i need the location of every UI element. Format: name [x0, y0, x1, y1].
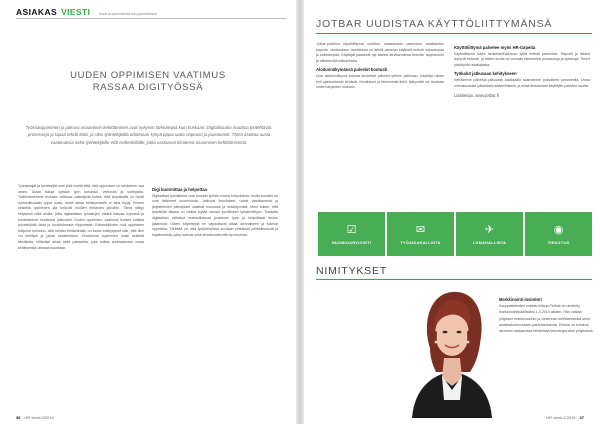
tile-tyoaikahallinta — [387, 212, 454, 256]
kicker-viesti: VIESTI — [61, 7, 91, 17]
article-lead: Työssäoppiminen ja jatkuva osaamisen kehittäminen ovat nykyisin tärkeämpiä kuin koskaan. Digitalisaatio muuttaa työtehtäviä, prosesseja ja tapaa tehdä töitä, ja siksi työntekijöiltä odotetaan kykyä oppia uutta nopeasti ja joustavasti. Tämä asettaa uusia vaatimuksia sekä työntekijöille että esihenkilöille, jotka vastaavat tiimiensä osaamisen kehittämisestä. — [25, 125, 273, 145]
portrait-photo — [404, 282, 500, 418]
article-title — [0, 70, 296, 94]
column-body: Kehitämme palvelua jatkuvasti asiakkailta saamamme palautteen perusteella. Uusia ominaisuuksia julkaistaan säännöllisesti, ja niistä tiedotetaan käyttäjille palvelun kautta. — [454, 77, 590, 88]
earring — [467, 341, 470, 344]
appointments-rule — [316, 279, 592, 280]
column-subheading: Käyttöliittymä palvelee myös HR-tarpeita — [454, 45, 536, 50]
column-body: Uusi aloitusnäkymä kokoaa keskeiset palvelut yhteen paikkaan. Käyttäjä näkee heti ajankohtaiset tehtävät, ilmoitukset ja tärkeimmät linkit. Näkymää voi muokata omien tarpeiden mukaan. — [316, 73, 444, 90]
header-rule — [16, 18, 286, 19]
right-page — [304, 0, 600, 424]
section-header — [16, 7, 157, 17]
jotbar-column-1 — [316, 42, 444, 91]
tile-lomahallinta — [456, 212, 523, 256]
article-column-1: Työnantajat ja työntekijät ovat yhtä mieltä siitä, että oppiminen on keskeinen osa arkea. Uusia taitoja opitaan työn lomassa, verkossa ja kollegoilta. Tutkimuksemme mukaan valtaosa vastaajista kokee, että työpaikalla on hyvät mahdollisuudet oppia uutta, mutta aikaa kehittymiselle ei aina löydy. Kiireen keskellä oppiminen jää helposti muiden tehtävien jalkoihin. Tämä näkyy erityisesti niillä aloilla, joilla digitaalisten työkalujen määrä kasvaa nopeasti ja toimintatavat muuttuvat jatkuvasti. Uuden oppimisen vaatimus koskee kaikkia työntekijöitä iästä ja koulutuksesta riippumatta. Esihenkilöiden rooli oppimisen tukijoina korostuu, sillä heidän tehtävänään on luoda edellytykset sille, että tiimi voi kehittyä ja jakaa osaamistaan. Onnistunut oppiminen vaatii selkeitä tavoitteita, riittävästi aikaa sekä palautetta, joka auttaa suuntaamaan omaa kehittymistä oikeaan suuntaan. — [18, 184, 144, 250]
article-title-line2: RASSAA DIGITYÖSSÄ — [92, 82, 204, 93]
appointments-title: NIMITYKSET — [316, 265, 388, 277]
tile-label: HUOMIOARVIOINTI — [331, 240, 372, 245]
checkbox-icon: ☑ — [346, 223, 357, 236]
title-rule — [316, 33, 592, 34]
tile-label: LOMAHALLINTA — [472, 240, 507, 245]
tile-label: TIEDOTUS — [547, 240, 570, 245]
target-icon: ◉ — [553, 223, 564, 236]
page-folio-left — [16, 415, 54, 420]
earring — [435, 341, 438, 344]
jotbar-column-2 — [454, 42, 590, 100]
eye — [443, 331, 448, 334]
column-body: Jotbar-palvelun käyttöliittymä uudistuu vastaamaan paremmin asiakkaiden tarpeita. Uudistuksen tavoitteena on tehdä palvelun käytöstä entistä sujuvampaa ja selkeämpää. Käyttäjät pääsevät nyt käsiksi tarvitsemiinsa tietoihin nopeammin ja vähemmillä klikkauksilla. — [316, 42, 444, 63]
publication-name: HR viesti 2/2019 — [24, 415, 54, 420]
bio-text: Kauppatieteiden maisteri Marja Peltola on nimitetty markkinointipäälliköksi 1.3.2019 alkaen. Hän vastaa yrityksen markkinoinnin ja viestinnän kehittämisestä sekä asiakaskokemuksen parantamisesta. Peltola on toiminut aiemmin vastaavissa tehtävissä teknologia-alan yrityksissä. — [499, 304, 594, 334]
page-number: 36 — [16, 415, 21, 420]
tile-huomioarviointi — [318, 212, 385, 256]
header-subtitle: Tietoa ja ajankohtaista kumppaneiltamme — [98, 12, 158, 16]
eye — [457, 331, 462, 334]
tile-label: TYÖAIKAHALLINTA — [400, 240, 441, 245]
jotbar-title: JOTBAR UUDISTAA KÄYTTÖLIITTYMÄNSÄ — [316, 18, 553, 30]
page-gutter — [296, 0, 304, 424]
column-body: Käyttöliittymä tukee henkilöstöhallinnon työtä entistä paremmin. Raportit ja tilastot löytyvät helposti, ja niiden avulla voi seurata esimerkiksi poissaoloja ja työaikoja. Tiedot päivittyvät reaaliajassa. — [454, 51, 590, 67]
column-subheading: Työkalut jatkuvaan kehitykseen — [454, 71, 517, 77]
envelope-icon: ✉ — [415, 223, 426, 236]
column-body: Digitaaliset työvälineet ovat tuoneet työhön monia helpotuksia, mutta samalla ne ovat lisänneet kuormitusta. Jatkuvat ilmoitukset, useat viestikanavat ja järjestelmien päivitykset vaativat huomiota ja keskittymistä. Moni kokee, että työpäivän aikana on vaikea löytää rauhaa syvälliseen työskentelyyn. Toisaalta digitaaliset ratkaisut mahdollistavat joustavan työn ja helpottavat tiedon jakamista. Oikein käytettyinä ne vapauttavat aikaa olennaiseen ja tukevat oppimista. Tärkeää on, että työyhteisössä sovitaan yhteisistä pelisäännöistä ja käytännöistä, jotka tukevat sekä tehokkuutta että hyvinvointia. — [152, 193, 278, 237]
article-column-2 — [152, 184, 278, 238]
plane-icon: ✈ — [484, 223, 495, 236]
column-subheading: Aloitusnäkymässä palvelut kootusti — [316, 67, 388, 73]
page-number: 37 — [579, 415, 584, 420]
tile-tiedotus — [525, 212, 592, 256]
column-subheading: Digi kuormittaa ja helpottaa — [152, 187, 207, 192]
page-folio-right — [546, 415, 584, 420]
left-page — [0, 0, 296, 424]
appointment-bio — [499, 297, 595, 334]
bio-heading: Markkinointi-insinööri — [499, 297, 542, 302]
link-text[interactable]: Lisätietoja: www.jotbar.fi — [454, 93, 499, 99]
kicker-asiakas: ASIAKAS — [16, 7, 58, 17]
feature-tiles — [318, 212, 592, 256]
article-title-line1: UUDEN OPPIMISEN VAATIMUS — [70, 70, 226, 81]
publication-name: HR viesti 2/2019 — [546, 415, 576, 420]
